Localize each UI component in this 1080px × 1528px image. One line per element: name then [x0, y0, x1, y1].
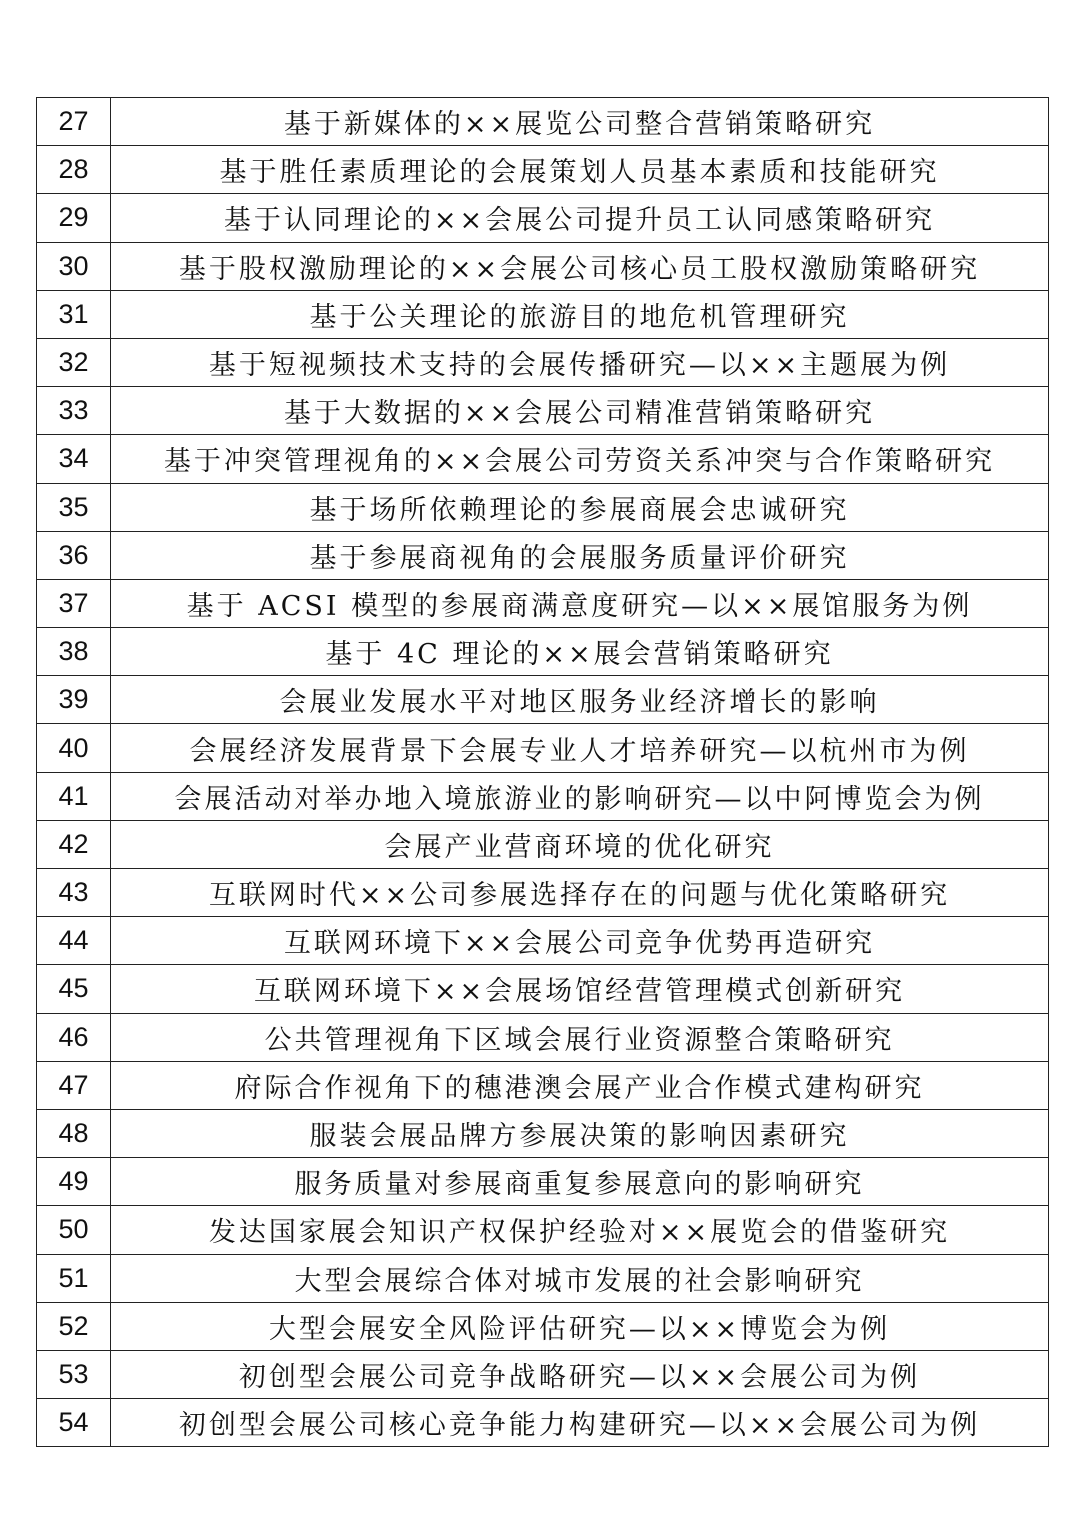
topic-title: 基于新媒体的××展览公司整合营销策略研究: [111, 98, 1049, 146]
table-row: [37, 965, 1049, 1013]
table-row: [37, 338, 1049, 386]
table-row: [37, 242, 1049, 290]
row-number: 46: [37, 1013, 111, 1061]
row-number: 51: [37, 1254, 111, 1302]
table-row: [37, 387, 1049, 435]
row-number: 54: [37, 1399, 111, 1447]
topic-title: 初创型会展公司竞争战略研究—以××会展公司为例: [111, 1350, 1049, 1398]
row-number: 33: [37, 387, 111, 435]
row-number: 45: [37, 965, 111, 1013]
topic-table: [36, 97, 1049, 1447]
table-row: [37, 1206, 1049, 1254]
row-number: 34: [37, 435, 111, 483]
topic-title: 服务质量对参展商重复参展意向的影响研究: [111, 1158, 1049, 1206]
row-number: 50: [37, 1206, 111, 1254]
topic-title: 发达国家展会知识产权保护经验对××展览会的借鉴研究: [111, 1206, 1049, 1254]
table-row: [37, 1109, 1049, 1157]
topic-title: 基于短视频技术支持的会展传播研究—以××主题展为例: [111, 338, 1049, 386]
topic-title: 基于参展商视角的会展服务质量评价研究: [111, 531, 1049, 579]
table-row: [37, 1350, 1049, 1398]
table-row: [37, 290, 1049, 338]
topic-title: 基于冲突管理视角的××会展公司劳资关系冲突与合作策略研究: [111, 435, 1049, 483]
topic-title: 会展产业营商环境的优化研究: [111, 820, 1049, 868]
row-number: 39: [37, 676, 111, 724]
topic-title: 基于公关理论的旅游目的地危机管理研究: [111, 290, 1049, 338]
row-number: 27: [37, 98, 111, 146]
table-row: [37, 628, 1049, 676]
table-row: [37, 869, 1049, 917]
topic-title: 大型会展安全风险评估研究—以××博览会为例: [111, 1302, 1049, 1350]
topic-title: 互联网时代××公司参展选择存在的问题与优化策略研究: [111, 869, 1049, 917]
table-row: [37, 435, 1049, 483]
topic-title: 互联网环境下××会展场馆经营管理模式创新研究: [111, 965, 1049, 1013]
table-row: [37, 146, 1049, 194]
table-row: [37, 676, 1049, 724]
table-row: [37, 1013, 1049, 1061]
topic-title: 公共管理视角下区域会展行业资源整合策略研究: [111, 1013, 1049, 1061]
table-row: [37, 724, 1049, 772]
row-number: 32: [37, 338, 111, 386]
table-row: [37, 194, 1049, 242]
row-number: 37: [37, 579, 111, 627]
table-row: [37, 820, 1049, 868]
row-number: 28: [37, 146, 111, 194]
table-row: [37, 1302, 1049, 1350]
topic-title: 初创型会展公司核心竞争能力构建研究—以××会展公司为例: [111, 1399, 1049, 1447]
table-row: [37, 917, 1049, 965]
topic-title: 基于认同理论的××会展公司提升员工认同感策略研究: [111, 194, 1049, 242]
topic-title: 基于 4C 理论的××展会营销策略研究: [111, 628, 1049, 676]
topic-title: 基于大数据的××会展公司精准营销策略研究: [111, 387, 1049, 435]
row-number: 47: [37, 1061, 111, 1109]
row-number: 42: [37, 820, 111, 868]
topic-title: 服装会展品牌方参展决策的影响因素研究: [111, 1109, 1049, 1157]
table-row: [37, 772, 1049, 820]
row-number: 38: [37, 628, 111, 676]
topic-title: 会展活动对举办地入境旅游业的影响研究—以中阿博览会为例: [111, 772, 1049, 820]
row-number: 29: [37, 194, 111, 242]
table-row: [37, 1061, 1049, 1109]
table-row: [37, 1399, 1049, 1447]
row-number: 30: [37, 242, 111, 290]
row-number: 43: [37, 869, 111, 917]
row-number: 35: [37, 483, 111, 531]
row-number: 49: [37, 1158, 111, 1206]
topic-title: 互联网环境下××会展公司竞争优势再造研究: [111, 917, 1049, 965]
topic-title: 基于场所依赖理论的参展商展会忠诚研究: [111, 483, 1049, 531]
topic-title: 基于胜任素质理论的会展策划人员基本素质和技能研究: [111, 146, 1049, 194]
row-number: 53: [37, 1350, 111, 1398]
row-number: 48: [37, 1109, 111, 1157]
topic-title: 大型会展综合体对城市发展的社会影响研究: [111, 1254, 1049, 1302]
table-row: [37, 1158, 1049, 1206]
row-number: 36: [37, 531, 111, 579]
row-number: 44: [37, 917, 111, 965]
table-row: [37, 1254, 1049, 1302]
topic-title: 会展业发展水平对地区服务业经济增长的影响: [111, 676, 1049, 724]
table-row: [37, 483, 1049, 531]
topic-title: 府际合作视角下的穗港澳会展产业合作模式建构研究: [111, 1061, 1049, 1109]
row-number: 41: [37, 772, 111, 820]
topic-title: 基于股权激励理论的××会展公司核心员工股权激励策略研究: [111, 242, 1049, 290]
topic-title: 基于 ACSI 模型的参展商满意度研究—以××展馆服务为例: [111, 579, 1049, 627]
table-row: [37, 531, 1049, 579]
topic-title: 会展经济发展背景下会展专业人才培养研究—以杭州市为例: [111, 724, 1049, 772]
row-number: 52: [37, 1302, 111, 1350]
row-number: 40: [37, 724, 111, 772]
topic-table-body: [37, 98, 1049, 1447]
table-row: [37, 579, 1049, 627]
table-row: [37, 98, 1049, 146]
row-number: 31: [37, 290, 111, 338]
